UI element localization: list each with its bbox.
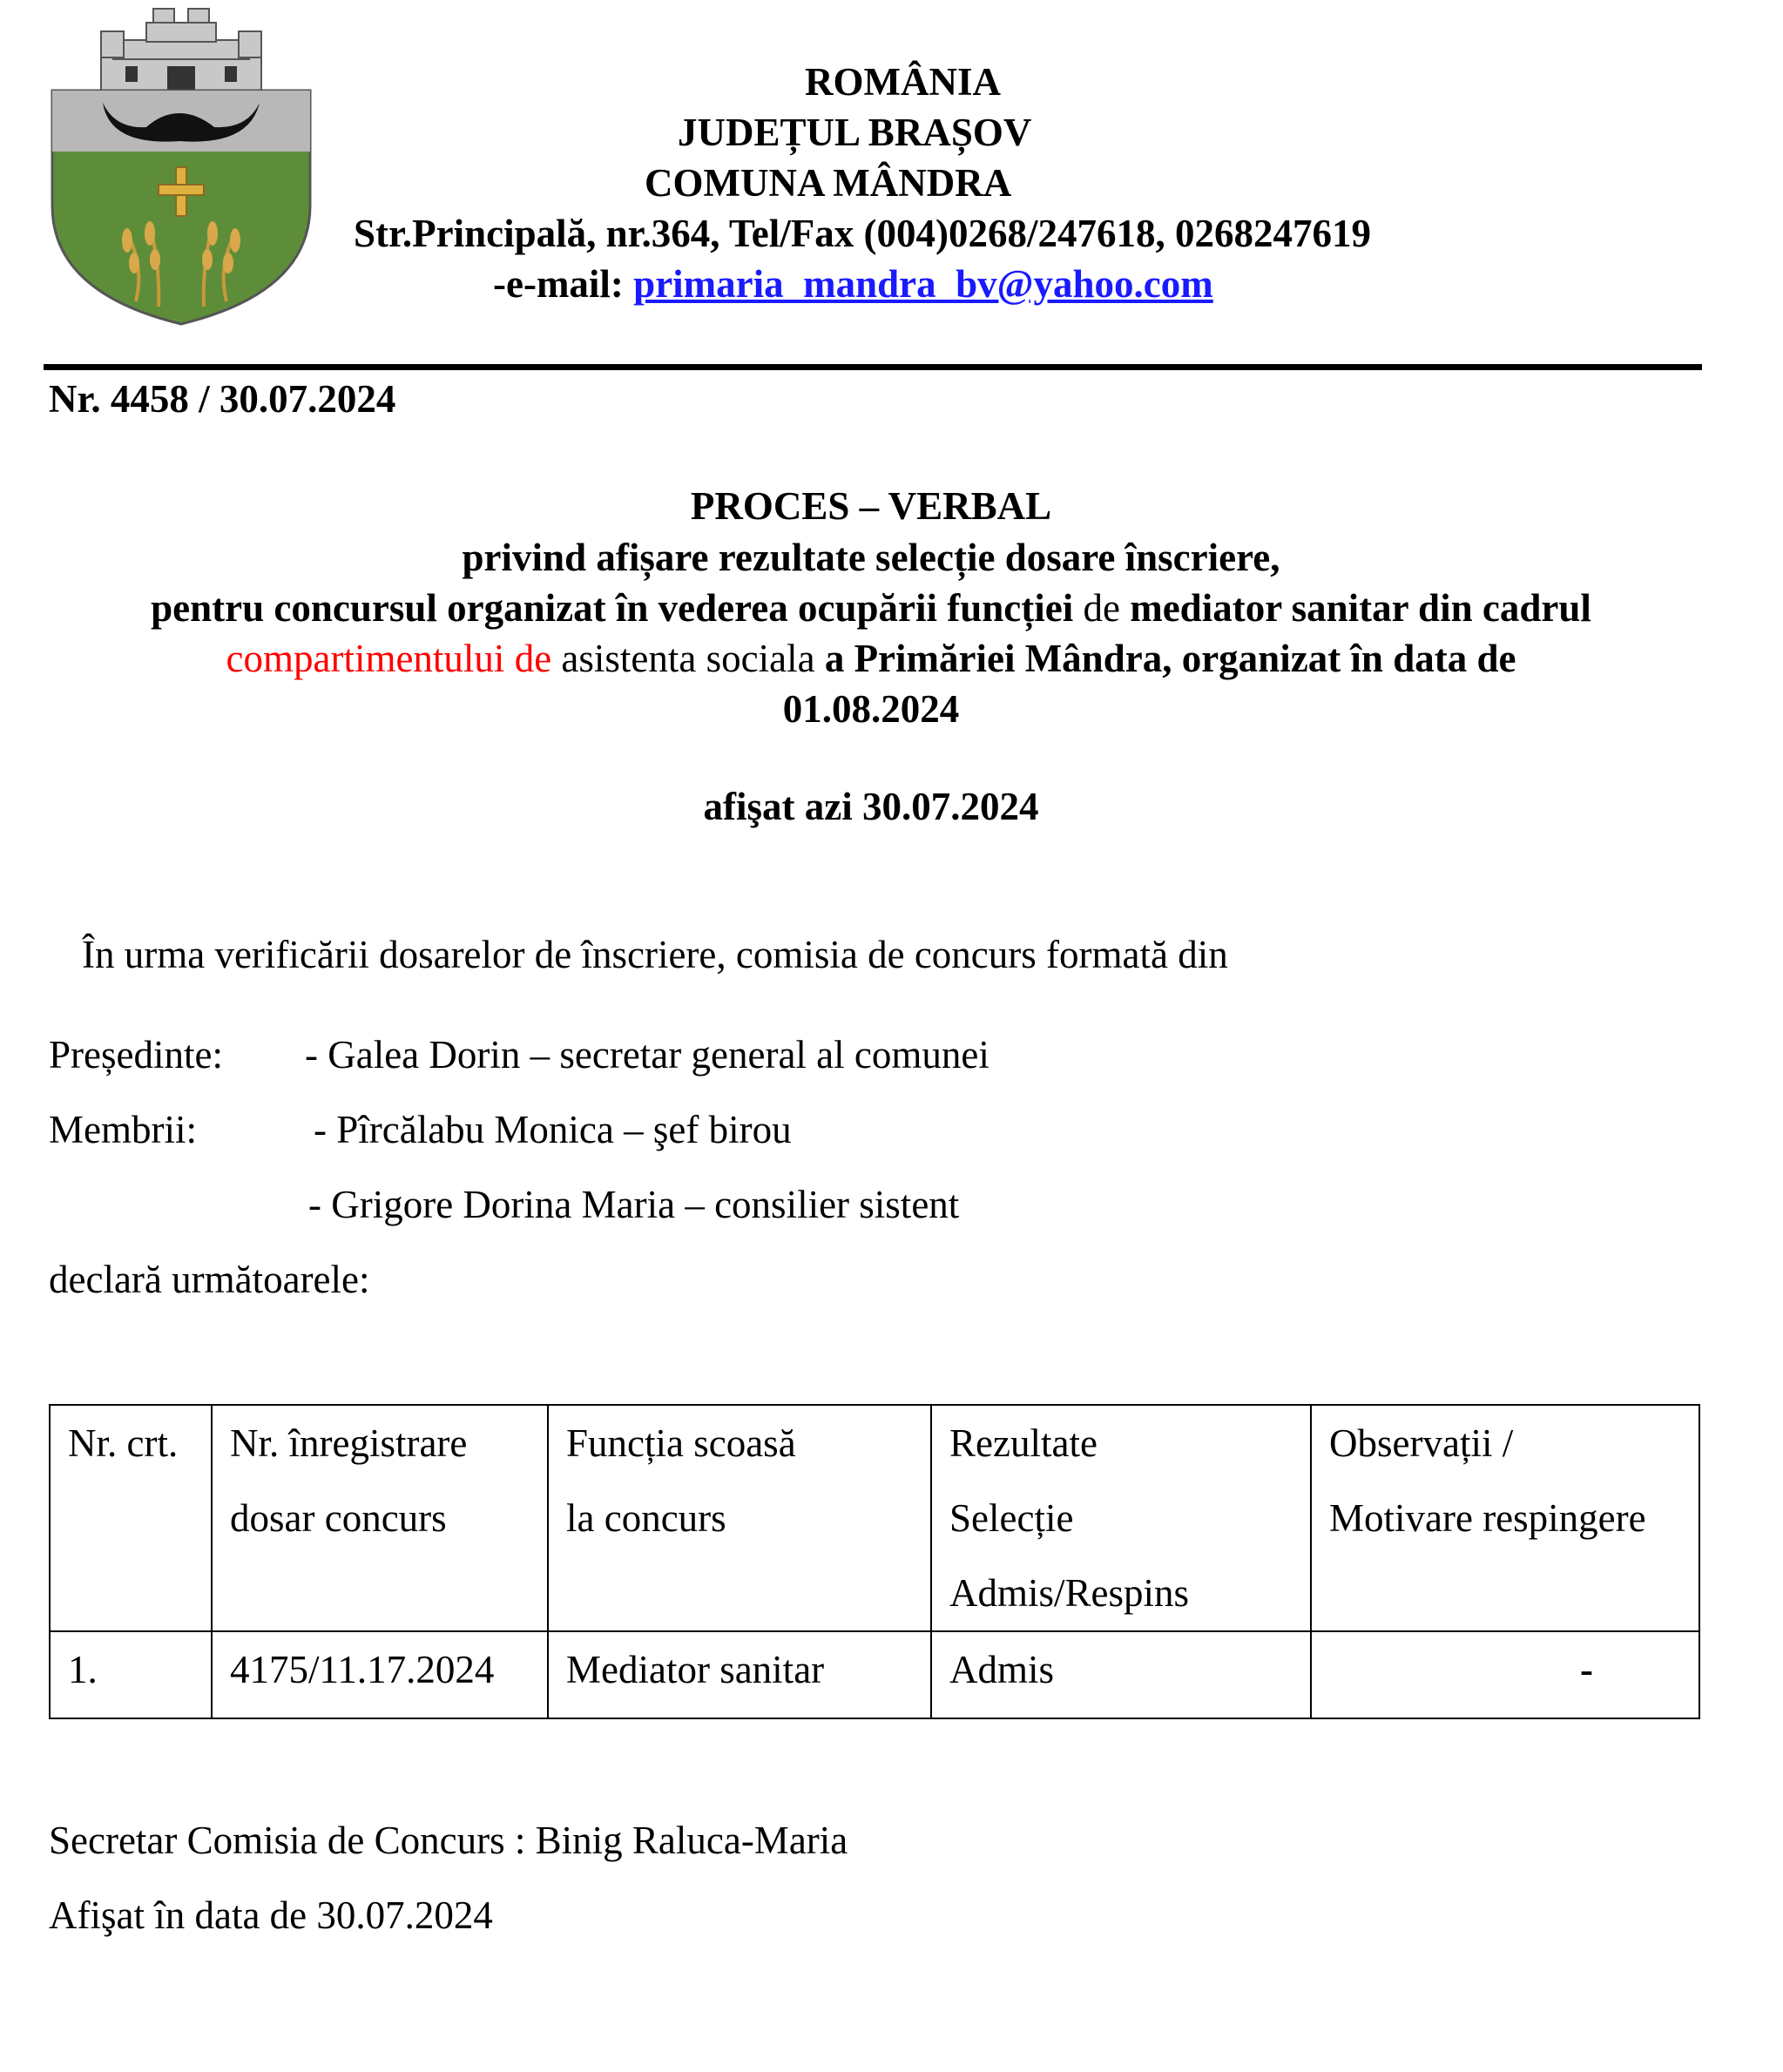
subtitle-line-3-bold: a Primăriei Mândra, organizat în data de [824, 637, 1516, 680]
header-nr-crt: Nr. crt. [50, 1405, 212, 1631]
cell-registration: 4175/11.17.2024 [212, 1631, 548, 1718]
email-label: -e-mail: [493, 262, 634, 306]
subtitle-line-4: 01.08.2024 [782, 687, 960, 731]
posted-today: afişat azi 30.07.2024 [703, 785, 1039, 828]
table-row [50, 1631, 1699, 1718]
results-table [49, 1404, 1700, 1719]
header-observations: Observații / Motivare respingere [1311, 1405, 1699, 1631]
cell-observations [1311, 1631, 1699, 1718]
observations-dash: - [1580, 1648, 1593, 1691]
declares-text: declară următoarele: [49, 1258, 370, 1301]
subtitle-line-2-c: mediator sanitar din cadrul [1130, 586, 1591, 630]
subtitle-line-1: privind afișare rezultate selecție dosare înscriere, [462, 536, 1280, 579]
header-address: Str.Principală, nr.364, Tel/Fax (004)0268/247618, 0268247619 [354, 212, 1371, 255]
member-1: - Pîrcălabu Monica – şef birou [314, 1108, 792, 1151]
subtitle-line-2-a: pentru concursul organizat în vederea ocupării funcției [151, 586, 1074, 630]
members-label: Membrii: [49, 1108, 197, 1151]
intro-paragraph: În urma verificării dosarelor de înscriere, comisia de concurs formată din [82, 933, 1228, 976]
document-number: Nr. 4458 / 30.07.2024 [49, 377, 396, 421]
member-2: - Grigore Dorina Maria – consilier sistent [308, 1183, 960, 1226]
secretary-line: Secretar Comisia de Concurs : Binig Raluca-Maria [49, 1819, 848, 1862]
cell-nr: 1. [50, 1631, 212, 1718]
cell-result: Admis [931, 1631, 1311, 1718]
document-title: PROCES – VERBAL [690, 484, 1052, 528]
subtitle-line-3-red: compartimentului de [226, 637, 562, 680]
header-commune: COMUNA MÂNDRA [645, 161, 1012, 205]
header-divider [44, 364, 1702, 370]
coat-of-arms-icon [49, 5, 314, 327]
header-country: ROMÂNIA [805, 60, 1001, 104]
header-result: Rezultate Selecție Admis/Respins [931, 1405, 1311, 1631]
subtitle-line-3 [0, 634, 1742, 683]
header-position: Funcția scoasă la concurs [548, 1405, 931, 1631]
table-header-row [50, 1405, 1699, 1631]
header-registration: Nr. înregistrare dosar concurs [212, 1405, 548, 1631]
header-email-line [493, 260, 1213, 308]
subtitle-line-2 [0, 584, 1742, 632]
subtitle-line-3-normal: asistenta sociala [561, 637, 825, 680]
header-county: JUDEȚUL BRAȘOV [678, 111, 1032, 154]
cell-position: Mediator sanitar [548, 1631, 931, 1718]
president-name: - Galea Dorin – secretar general al comunei [305, 1033, 989, 1076]
posted-date-line: Afişat în data de 30.07.2024 [49, 1893, 493, 1937]
subtitle-line-2-b: de [1073, 586, 1131, 630]
president-label: Președinte: [49, 1033, 223, 1076]
email-link[interactable]: primaria_mandra_bv@yahoo.com [633, 262, 1213, 306]
